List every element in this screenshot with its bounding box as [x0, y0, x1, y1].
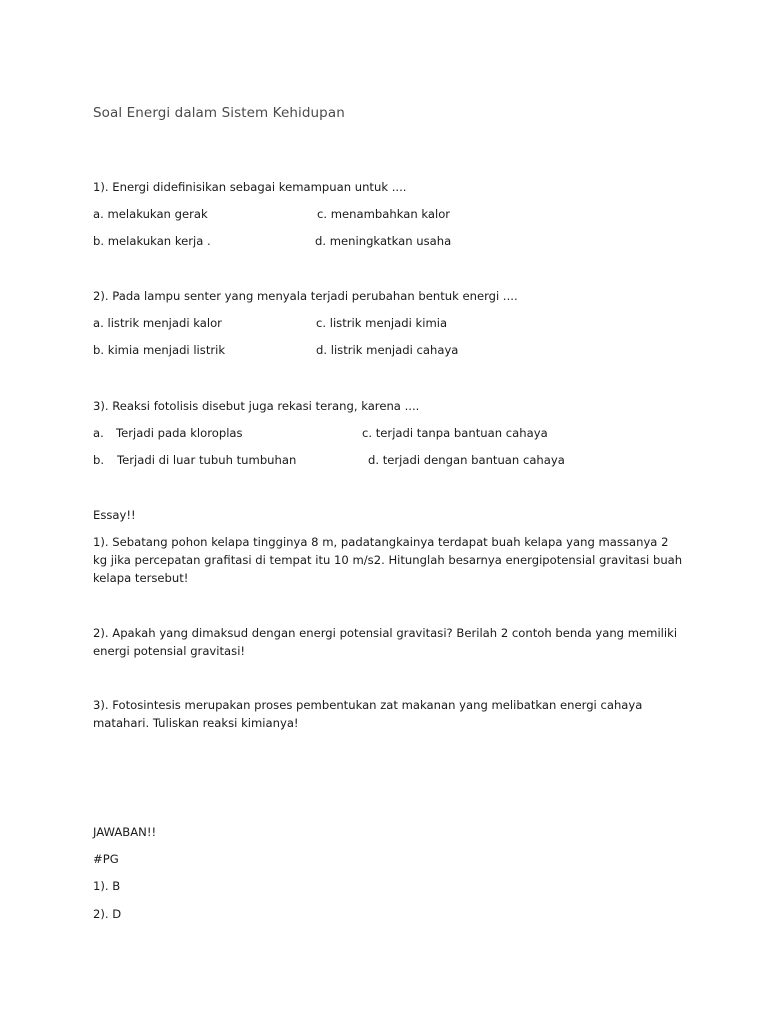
question-2-option-c: c. listrik menjadi kimia	[316, 316, 448, 330]
essay-question-3: 3). Fotosintesis merupakan proses pembentukan zat makanan yang melibatkan energi cahaya matahari. Tuliskan reaksi kimianya!	[93, 698, 643, 730]
answers-heading: JAWABAN!!	[93, 825, 157, 839]
essay-question-2: 2). Apakah yang dimaksud dengan energi potensial gravitasi? Berilah 2 contoh benda yang memiliki energi potensial gravitasi!	[93, 626, 678, 658]
question-3-stem: 3). Reaksi fotolisis disebut juga rekasi terang, karena ....	[93, 399, 420, 413]
answer-2: 2). D	[93, 907, 122, 921]
question-2-option-a: a. listrik menjadi kalor	[93, 316, 222, 330]
question-1-option-b: b. melakukan kerja .	[93, 234, 211, 248]
question-2-stem: 2). Pada lampu senter yang menyala terjadi perubahan bentuk energi ....	[93, 289, 518, 303]
essay-heading: Essay!!	[93, 508, 136, 522]
question-1-option-d: d. meningkatkan usaha	[315, 234, 452, 248]
question-1-stem: 1). Energi didefinisikan sebagai kemampuan untuk ....	[93, 180, 407, 194]
question-3-option-b-marker: b.	[93, 453, 105, 467]
question-2-option-b: b. kimia menjadi listrik	[93, 343, 226, 357]
pg-heading: #PG	[93, 852, 119, 866]
question-3-option-a: Terjadi pada kloroplas	[116, 426, 243, 440]
question-3-option-a-marker: a.	[93, 426, 104, 440]
question-2-option-d: d. listrik menjadi cahaya	[316, 343, 459, 357]
question-3-option-d: d. terjadi dengan bantuan cahaya	[368, 453, 565, 467]
question-3-option-b: Terjadi di luar tubuh tumbuhan	[117, 453, 297, 467]
question-1-option-a: a. melakukan gerak	[93, 207, 208, 221]
essay-question-1: 1). Sebatang pohon kelapa tingginya 8 m, padatangkainya terdapat buah kelapa yang massanya 2 kg jika percepatan grafitasi di tempat itu 10 m/s2. Hitunglah besarnya energipotensial gravitasi buah kelapa tersebut!	[93, 535, 683, 585]
document-title: Soal Energi dalam Sistem Kehidupan	[93, 105, 345, 121]
question-1-option-c: c. menambahkan kalor	[317, 207, 451, 221]
question-3-option-c: c. terjadi tanpa bantuan cahaya	[362, 426, 548, 440]
answer-1: 1). B	[93, 879, 121, 893]
